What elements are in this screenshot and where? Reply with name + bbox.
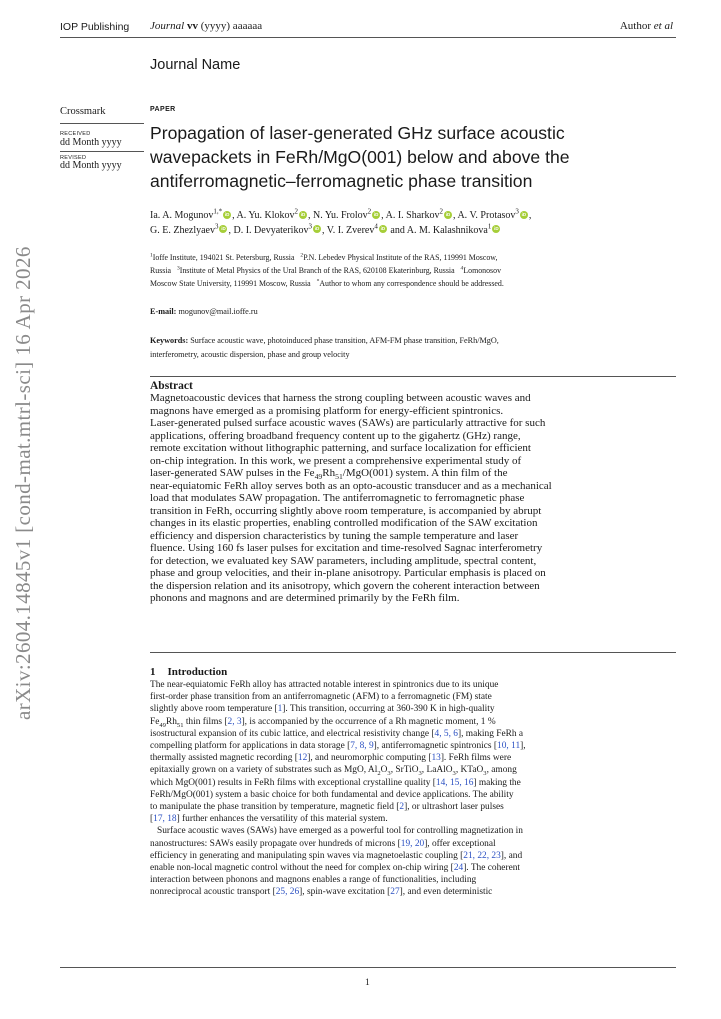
title-line: Propagation of laser-generated GHz surface acoustic (150, 123, 565, 143)
abstract-end-divider (150, 652, 676, 653)
arxiv-stamp: arXiv:2604.14845v1 [cond-mat.mtrl-sci] 16 Apr 2026 (11, 246, 35, 720)
citation-link[interactable]: 7, 8, 9 (350, 741, 374, 752)
received-label: RECEIVED (60, 131, 91, 137)
running-author: Author et al (619, 20, 673, 32)
orcid-icon[interactable] (313, 225, 321, 233)
keywords: Keywords: Surface acoustic wave, photoinduced phase transition, AFM-FM phase transition, FeRh/MgO, interferometry, acoustic dispersion, phase and group velocity (150, 336, 499, 359)
abstract-heading: Abstract (150, 380, 193, 392)
journal-name: Journal Name (150, 57, 241, 73)
crossmark-link[interactable]: Crossmark (60, 106, 106, 117)
journal-reference: Journal vv (yyyy) aaaaaa (150, 20, 263, 32)
orcid-icon[interactable] (492, 225, 500, 233)
orcid-icon[interactable] (372, 211, 380, 219)
affiliations: $^1$Ioffe Institute, 194021 St. Petersburg, Russia $^2$P.N. Lebedev Physical Institute of the RAS, 119991 Moscow, Russia $^3$Institute of Metal Physics of the Ural Branch of the RAS, 620108 Ekaterinburg, Russia $^4$Lomonosov Moscow State University, 119991 Moscow, Russia *Author to whom any correspondence should be addressed. (150, 252, 504, 288)
citation-link[interactable]: 27 (390, 887, 400, 898)
revised-label: REVISED (60, 155, 87, 161)
page-number: 1 (365, 978, 370, 988)
title-line: antiferromagnetic–ferromagnetic phase transition (150, 171, 533, 191)
abstract-body: Magnetoacoustic devices that harness the strong coupling between acoustic waves and magnons have emerged as a promising platform for energy-efficient spintronics. Laser-generated pulsed surface acoustic waves (SAWs) are particularly attractive for such applications, offering broadband frequency content up to the gigahertz (GHz) range, remote excitation without lithographic patterning, and surface localization for efficient on-chip integration. In this work, we present a comprehensive experimental study of laser-generated SAW pulses in the $Fe_{49}Rh_{51}/MgO(001)$ system. A thin film of the near-equiatomic FeRh alloy serves both as an opto-acoustic transducer and as a mechanical load that modulates SAW propagation. The antiferromagnetic to ferromagnetic phase transition in FeRh, occurring slightly above room temperature, is accompanied by abrupt changes in its elastic properties, enabling controlled modification of the SAW excitation efficiency and dispersion characteristics by tuning the sample temperature and laser fluence. Using 160 fs laser pulses for excitation and time-resolved Sagnac interferometry for detection, we evaluated key SAW parameters, including amplitude, spectral content, phase and group velocities, and their in-plane anisotropy. Particular emphasis is placed on the dispersion relation and its anisotropy, which govern the coherent interaction between phonons and magnons and are determined primarily by the FeRh film. (150, 392, 552, 604)
abstract-divider (150, 376, 676, 377)
citation-link[interactable]: 4, 5, 6 (434, 728, 458, 739)
header-divider (60, 37, 676, 38)
introduction-body: The near-equiatomic FeRh alloy has attracted notable interest in spintronics due to its unique first-order phase transition from an antiferromagnetic (AFM) to a ferromagnetic (FM) state slightly above room temperature [1]. This transition, occurring at 360-390 K in high-quality $Fe_{49}Rh_{51}$ thin films [2, 3], is accompanied by the occurrence of a Rh magnetic moment, 1 % isostructural expansion of its cubic lattice, and electrical resistivity change [4, 5, 6], making FeRh a compelling platform for applications in data storage [7, 8, 9], antiferromagnetic spintronics [10, 11], thermally assisted magnetic recording [12], and neuromorphic computing [13]. FeRh films were epitaxially grown on a variety of substrates such as MgO, $Al_2O_3$, SrTiO$_3$, LaAlO$_3$, KTaO$_3$, among which MgO(001) results in FeRh films with exceptional crystalline quality [14, 15, 16] making the FeRh/MgO(001) system a basic choice for both fundamental and device applications. The ability to manipulate the phase transition by temperature, magnetic field [2], or ultrashort laser pulses [17, 18] further enhances the versatility of this material system. Surface acoustic waves (SAWs) have emerged as a powerful tool for controlling magnetization in nanostructures: SAWs easily propagate over hundreds of microns [19, 20], offer exceptional efficiency in generating and manipulating spin waves via magnetoelastic coupling [21, 22, 23], and enable non-local magnetic control without the need for complex on-chip wiring [24]. The coherent interaction between phonons and magnons enables a range of functionalities, including nonreciprocal acoustic transport [25, 26], spin-wave excitation [27], and even deterministic (150, 680, 526, 898)
contact-email: E-mail: mogunov@mail.ioffe.ru (150, 307, 258, 316)
sidebar-divider (60, 151, 144, 152)
paper-tag: PAPER (150, 106, 176, 113)
footer-divider (60, 967, 676, 968)
citation-link[interactable]: 21, 22, 23 (463, 850, 501, 861)
citation-link[interactable]: 10, 11 (497, 741, 521, 752)
orcid-icon[interactable] (299, 211, 307, 219)
citation-link[interactable]: 2, 3 (227, 716, 242, 727)
citation-link[interactable]: 19, 20 (400, 838, 425, 849)
citation-link[interactable]: 2 (399, 802, 405, 813)
sidebar-divider (60, 123, 144, 124)
citation-link[interactable]: 12 (297, 753, 308, 764)
orcid-icon[interactable] (444, 211, 452, 219)
citation-link[interactable]: 14, 15, 16 (435, 777, 474, 788)
citation-link[interactable]: 1 (277, 704, 283, 715)
publisher-name: IOP Publishing (60, 21, 130, 33)
revised-date: dd Month yyyy (60, 160, 122, 171)
title-line: wavepackets in FeRh/MgO(001) below and above the (150, 147, 570, 167)
email-link[interactable]: mogunov@mail.ioffe.ru (178, 307, 258, 316)
citation-link[interactable]: 13 (431, 753, 441, 764)
received-date: dd Month yyyy (60, 137, 122, 148)
citation-link[interactable]: 17, 18 (153, 814, 177, 825)
section-heading-introduction: 1 Introduction (150, 666, 228, 678)
citation-link[interactable]: 25, 26 (275, 887, 300, 898)
author-list: Ia. A. Mogunov$^{1,*}$iD , A. Yu. Klokov$^2$iD , N. Yu. Frolov$^2$iD , A. I. Sharkov$^2$iD , A. V. Protasov$^3$iD , G. E. Zhezlyaev$^3$iD , D. I. Devyaterikov$^3$iD , V. I. Zverev$^4$iD and A. M. Kalashnikova$^1$iD (150, 209, 690, 238)
orcid-icon[interactable] (223, 211, 231, 219)
citation-link[interactable]: 24 (453, 863, 464, 874)
orcid-icon[interactable] (520, 211, 528, 219)
orcid-icon[interactable] (219, 225, 227, 233)
orcid-icon[interactable] (379, 225, 387, 233)
paper-title (150, 121, 690, 193)
